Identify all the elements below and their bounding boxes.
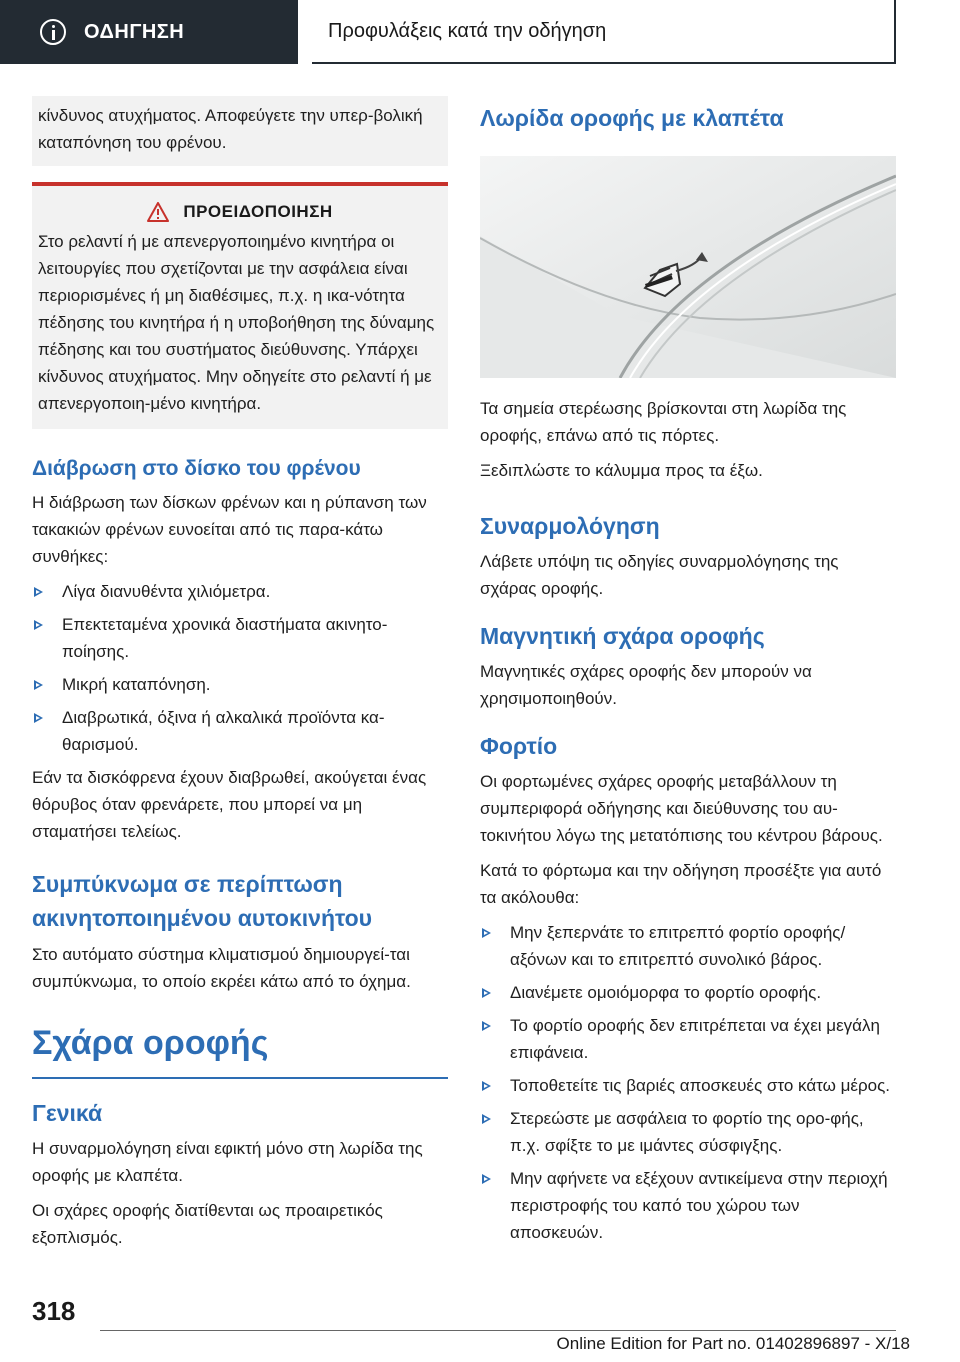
load-heading: Φορτίο — [480, 733, 558, 759]
warning-text: Στο ρελαντί ή με απενεργοποιημένο κινητήρα οι λειτουργίες που σχετίζονται με την ασφάλεια είναι περιορισμένες ή μη διαθέσιμες, π.χ. η ικα-νότητα πέδησης του κινητήρα ή η υποβοήθηση της δύναμης πέδησης και του συστήματος διεύθυνσης. Υπάρχει κίνδυνος ατυχήματος. Μην οδηγείτε στο ρελαντί ή με απενεργοποιη-μένο κινητήρα. — [38, 232, 435, 413]
list-item: Τοποθετείτε τις βαριές αποσκευές στο κάτω μέρος. — [480, 1072, 896, 1099]
magnetic-heading: Μαγνητική σχάρα οροφής — [480, 623, 765, 649]
bullet-triangle-icon — [482, 1081, 491, 1091]
bullet-triangle-icon — [34, 587, 43, 597]
condensation-heading: Συμπύκνωμα σε περίπτωση ακινητοποιημένου αυτοκινήτου — [32, 871, 373, 931]
load-list — [480, 919, 896, 1246]
assembly-heading: Συναρμολόγηση — [480, 513, 660, 539]
warning-triangle-icon — [147, 202, 169, 222]
condensation-text: Στο αυτόματο σύστημα κλιματισμού δημιουργεί-ται συμπύκνωμα, το οποίο εκρέει κάτω από το όχημα. — [32, 945, 411, 991]
bullet-triangle-icon — [482, 1114, 491, 1124]
warning-box — [32, 182, 448, 429]
continued-warning-text: κίνδυνος ατυχήματος. Αποφεύγετε την υπερ-βολική καταπόνηση του φρένου. — [38, 106, 423, 152]
continued-warning-box — [32, 96, 448, 166]
footer-edition: Online Edition for Part no. 01402896897 - X/18 — [551, 1334, 910, 1354]
magnetic-text: Μαγνητικές σχάρες οροφής δεν μπορούν να χρησιμοποιηθούν. — [480, 662, 812, 708]
bullet-triangle-icon — [34, 620, 43, 630]
bullet-triangle-icon — [34, 680, 43, 690]
list-item: Το φορτίο οροφής δεν επιτρέπεται να έχει μεγάλη επιφάνεια. — [480, 1012, 896, 1066]
corrosion-list — [32, 578, 448, 758]
list-item: Μικρή καταπόνηση. — [32, 671, 448, 698]
header-section-label: ΟΔΗΓΗΣΗ — [84, 20, 185, 43]
corrosion-intro: Η διάβρωση των δίσκων φρένων και η ρύπανση των τακακιών φρένων ευνοείται από τις παρα-κάτω συνθήκες: — [32, 493, 427, 566]
header-title-box — [312, 0, 896, 64]
list-item: Μην αφήνετε να εξέχουν αντικείμενα στην περιοχή περιστροφής του καπό του χώρου των αποσκευών. — [480, 1165, 896, 1246]
list-item: Λίγα διανυθέντα χιλιόμετρα. — [32, 578, 448, 605]
load-text-2: Κατά το φόρτωμα και την οδήγηση προσέξτε για αυτό τα ακόλουθα: — [480, 861, 882, 907]
list-item: Επεκτεταμένα χρονικά διαστήματα ακινητο-ποίησης. — [32, 611, 448, 665]
roof-rack-heading: Σχάρα οροφής — [32, 1021, 448, 1079]
general-heading: Γενικά — [32, 1100, 103, 1126]
corrosion-heading: Διάβρωση στο δίσκο του φρένου — [32, 457, 361, 480]
bullet-triangle-icon — [482, 1174, 491, 1184]
list-item: Στερεώστε με ασφάλεια το φορτίο της ορο-φής, π.χ. σφίξτε το με ιμάντες σύσφιγξης. — [480, 1105, 896, 1159]
page-title: Προφυλάξεις κατά την οδήγηση — [328, 19, 607, 42]
list-item: Διανέμετε ομοιόμορφα το φορτίο οροφής. — [480, 979, 896, 1006]
footer-divider — [100, 1330, 896, 1331]
list-item: Μην ξεπερνάτε το επιτρεπτό φορτίο οροφής/ αξόνων και το επιτρεπτό συνολικό βάρος. — [480, 919, 896, 973]
strip-text-2: Ξεδιπλώστε το κάλυμμα προς τα έξω. — [480, 461, 763, 480]
bullet-triangle-icon — [482, 988, 491, 998]
warning-title: ΠΡΟΕΙΔΟΠΟΙΗΣΗ — [183, 202, 333, 221]
general-text-2: Οι σχάρες οροφής διατίθενται ως προαιρετικός εξοπλισμός. — [32, 1201, 383, 1247]
info-icon — [40, 19, 66, 45]
roof-strip-illustration — [480, 156, 896, 378]
bullet-triangle-icon — [482, 928, 491, 938]
corrosion-outro: Εάν τα δισκόφρενα έχουν διαβρωθεί, ακούγεται ένας θόρυβος όταν φρενάρετε, που μπορεί να μη σταματήσει τελείως. — [32, 768, 427, 841]
right-column — [480, 96, 896, 1252]
assembly-text: Λάβετε υπόψη τις οδηγίες συναρμολόγησης της σχάρας οροφής. — [480, 552, 839, 598]
header-section-tab — [0, 0, 298, 64]
load-text-1: Οι φορτωμένες σχάρες οροφής μεταβάλλουν τη συμπεριφορά οδήγησης και διεύθυνσης του αυ-τοκινήτου λόγω της μετατόπισης του κέντρου βάρους. — [480, 772, 883, 845]
general-text-1: Η συναρμολόγηση είναι εφικτή μόνο στη λωρίδα της οροφής με κλαπέτα. — [32, 1139, 423, 1185]
roof-strip-heading: Λωρίδα οροφής με κλαπέτα — [480, 105, 784, 131]
left-column — [32, 96, 448, 1259]
list-item: Διαβρωτικά, όξινα ή αλκαλικά προϊόντα κα-θαρισμού. — [32, 704, 448, 758]
bullet-triangle-icon — [34, 713, 43, 723]
page-number: 318 — [32, 1296, 76, 1326]
strip-text-1: Τα σημεία στερέωσης βρίσκονται στη λωρίδα της οροφής, επάνω από τις πόρτες. — [480, 399, 847, 445]
bullet-triangle-icon — [482, 1021, 491, 1031]
